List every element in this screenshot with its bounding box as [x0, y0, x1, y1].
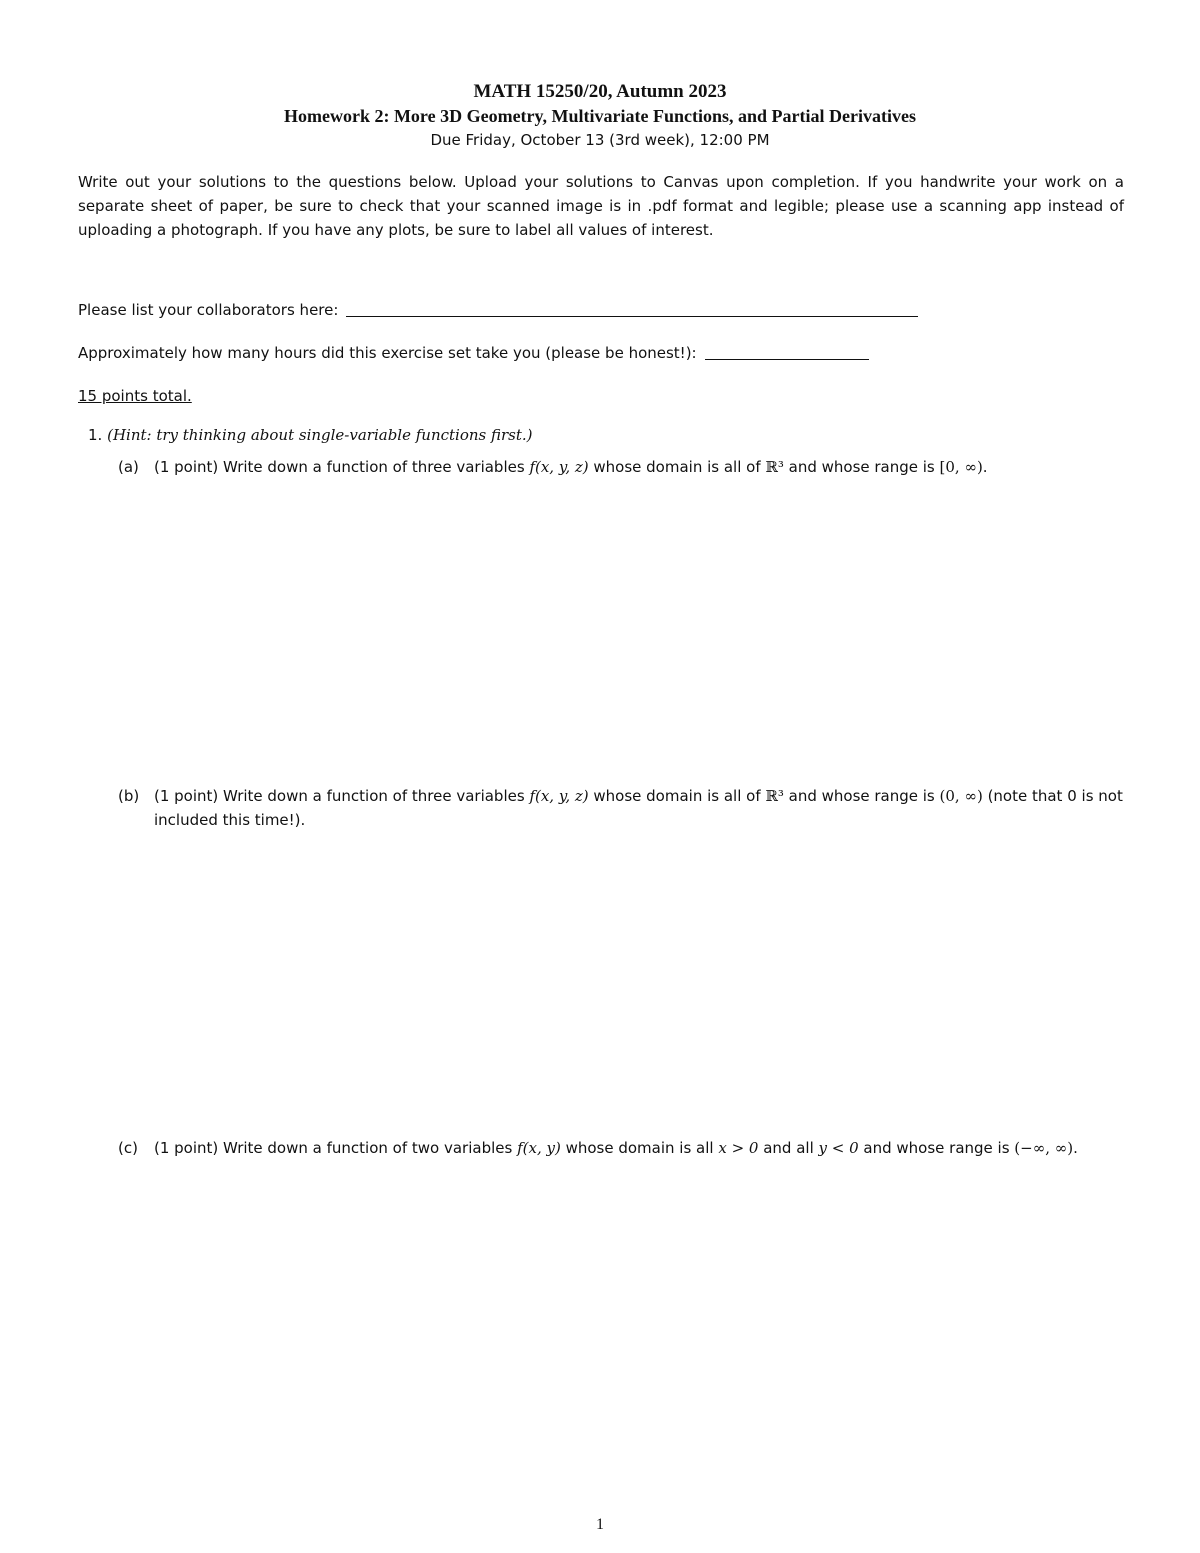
hours-label: Approximately how many hours did this exercise set take you (please be honest!):	[78, 344, 697, 362]
title-block	[0, 80, 1200, 152]
part-b-text	[154, 784, 1124, 832]
instructions-paragraph: Write out your solutions to the questions below. Upload your solutions to Canvas upon completion. If you handwrite your work on a separate sheet of paper, be sure to check that your scanned image is in .pdf format and legible; please use a scanning app instead of uploading a photograph. If you have any plots, be sure to label all values of interest.	[78, 173, 1124, 239]
due-date: Due Friday, October 13 (3rd week), 12:00 PM	[430, 131, 770, 149]
problem-1-header	[88, 423, 533, 447]
part-b-text-1: (1 point) Write down a function of three variables	[154, 787, 530, 805]
part-c-text-5: .	[1073, 1139, 1078, 1157]
part-c-range: (−∞, ∞)	[1014, 1139, 1074, 1157]
problem-1c	[118, 1136, 1124, 1160]
part-c-text-1: (1 point) Write down a function of two variables	[154, 1139, 518, 1157]
part-b-label: (b)	[118, 787, 140, 805]
part-c-condition-x: x > 0	[718, 1139, 759, 1157]
part-a-label: (a)	[118, 458, 139, 476]
collaborators-line	[78, 298, 918, 322]
part-a-function: f(x, y, z)	[529, 458, 589, 476]
part-c-function: f(x, y)	[517, 1139, 561, 1157]
part-a-text-1: (1 point) Write down a function of three variables	[154, 458, 530, 476]
part-b-text-4: (note that 0 is not included this time!).	[154, 787, 1123, 829]
collaborators-blank[interactable]	[346, 315, 918, 317]
hours-blank[interactable]	[705, 358, 869, 360]
homework-title: Homework 2: More 3D Geometry, Multivariate Functions, and Partial Derivatives	[283, 106, 917, 126]
part-a-range: [0, ∞)	[939, 458, 983, 476]
part-c-text	[154, 1136, 1124, 1160]
part-b-function: f(x, y, z)	[529, 787, 589, 805]
part-c-text-3: and all	[758, 1139, 819, 1157]
part-a-text-4: .	[982, 458, 988, 476]
part-a-text-3: and whose range is	[783, 458, 940, 476]
part-c-condition-y: y < 0	[818, 1139, 859, 1157]
points-total: 15 points total.	[78, 387, 192, 405]
part-c-text-2: whose domain is all	[560, 1139, 719, 1157]
part-b-range: (0, ∞)	[939, 787, 983, 805]
part-b-domain: ℝ³	[765, 787, 784, 805]
problem-1b	[118, 784, 1124, 832]
hours-line	[78, 341, 869, 365]
part-b-text-3: and whose range is	[783, 787, 940, 805]
page-number: 1	[596, 1516, 604, 1533]
part-a-text-2: whose domain is all of	[588, 458, 766, 476]
problem-1-hint: (Hint: try thinking about single-variable functions first.)	[107, 426, 533, 444]
part-a-domain: ℝ³	[765, 458, 784, 476]
part-c-label: (c)	[118, 1139, 138, 1157]
problem-1-number: 1.	[88, 426, 103, 444]
collaborators-label: Please list your collaborators here:	[78, 301, 339, 319]
problem-1a	[118, 455, 1124, 479]
part-a-text	[154, 455, 1124, 479]
part-c-text-4: and whose range is	[858, 1139, 1015, 1157]
course-title: MATH 15250/20, Autumn 2023	[473, 81, 727, 102]
part-b-text-2: whose domain is all of	[588, 787, 766, 805]
